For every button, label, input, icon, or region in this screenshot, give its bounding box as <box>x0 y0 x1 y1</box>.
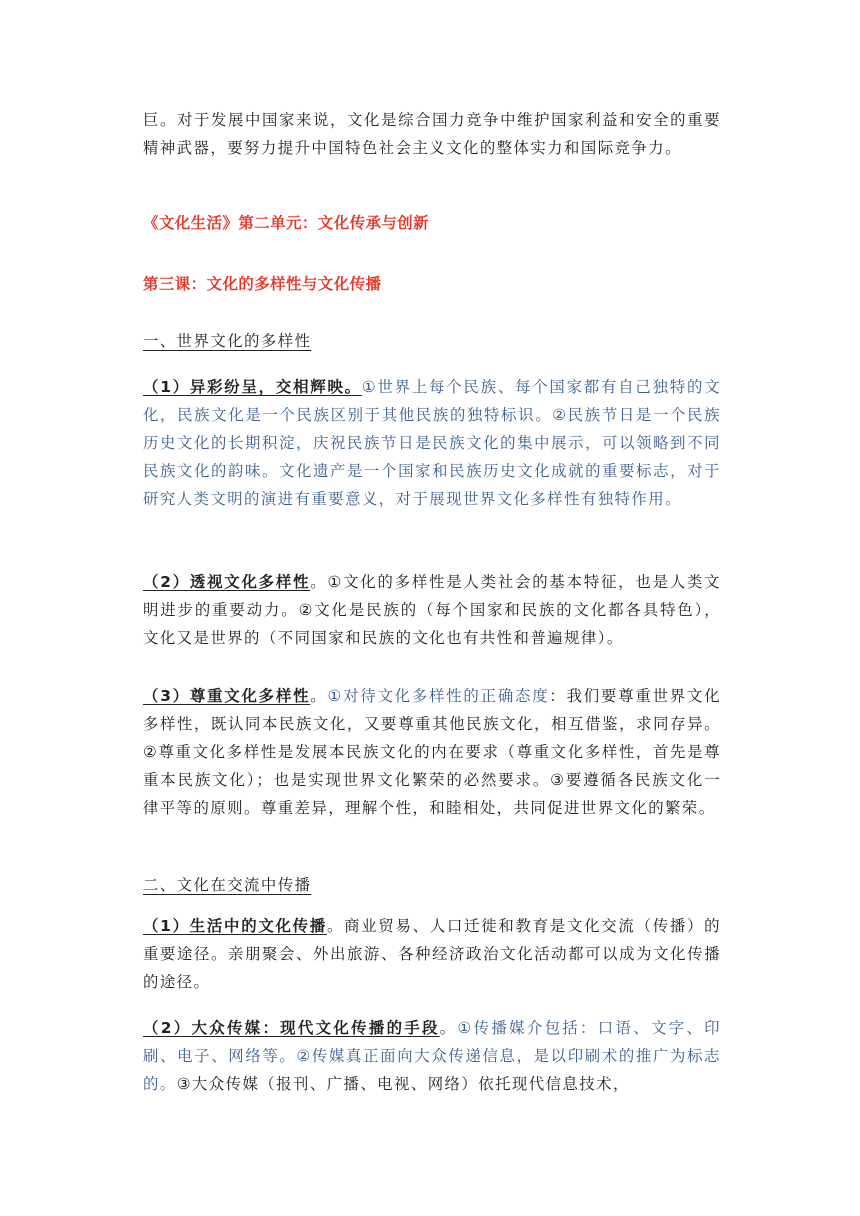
unit-title: 《文化生活》第二单元：文化传承与创新 <box>143 214 430 232</box>
paragraph-heading: （1）异彩纷呈，交相辉映。 <box>143 378 362 396</box>
paragraph-body: ①文化的多样性是人类社会的基本特征，也是人类文明进步的重要动力。②文化是民族的（每个国家和民族的文化都各具特色），文化又是世界的（不同国家和民族的文化也有共性和普遍规律）。 <box>143 573 721 647</box>
paragraph-body: ①世界上每个民族、每个国家都有自己独特的文化，民族文化是一个民族区别于其他民族的独特标识。②民族节日是一个民族历史文化的长期积淀，庆祝民族节日是民族文化的集中展示，可以领略到不同民族文化的韵味。文化遗产是一个国家和民族历史文化成就的重要标志，对于研究人类文明的演进有重要意义，对于展现世界文化多样性有独特作用。 <box>143 378 722 508</box>
section-2-paragraph-1 <box>143 912 721 996</box>
heading-period: 。 <box>439 1019 458 1037</box>
heading-period: 。 <box>326 917 345 935</box>
paragraph-heading: （2）透视文化多样性 <box>143 573 311 591</box>
paragraph-body: ③大众传媒（报刊、广播、电视、网络）依托现代信息技术， <box>176 1075 630 1093</box>
paragraph-highlight: ①传播媒介包括：口语、文字、印刷、电子、网络等。②传媒真正面向大众传递信息，是以印刷术的推广为标志的。 <box>143 1019 721 1093</box>
section-2-heading <box>143 873 721 895</box>
paragraph-heading: （2）大众传媒：现代文化传播的手段 <box>143 1019 440 1037</box>
paragraph-highlight: ①对待文化多样性的正确态度 <box>327 687 550 705</box>
section-1-paragraph-1 <box>143 373 721 513</box>
section-1-title: 一、世界文化的多样性 <box>143 332 312 350</box>
paragraph-body: 商业贸易、人口迁徙和教育是文化交流（传播）的重要途径。亲朋聚会、外出旅游、各种经济政治文化活动都可以成为文化传播的途径。 <box>143 917 722 991</box>
intro-text: 巨。对于发展中国家来说，文化是综合国力竞争中维护国家利益和安全的重要精神武器，要努力提升中国特色社会主义文化的整体实力和国际竞争力。 <box>143 111 721 157</box>
section-1-paragraph-2 <box>143 568 721 652</box>
paragraph-heading: （3）尊重文化多样性 <box>143 687 311 705</box>
lesson-heading <box>143 272 721 294</box>
paragraph-heading: （1）生活中的文化传播 <box>143 917 327 935</box>
heading-period: 。 <box>310 573 328 591</box>
paragraph-body: ：我们要尊重世界文化多样性，既认同本民族文化，又要尊重其他民族文化，相互借鉴，求同存异。②尊重文化多样性是发展本民族文化的内在要求（尊重文化多样性，首先是尊重本民族文化）；也是实现世界文化繁荣的必然要求。③要遵循各民族文化一律平等的原则。尊重差异，理解个性，和睦相处，共同促进世界文化的繁荣。 <box>143 687 721 817</box>
heading-period: 。 <box>310 687 328 705</box>
unit-heading <box>143 211 721 233</box>
lesson-title: 第三课：文化的多样性与文化传播 <box>143 275 382 293</box>
section-1-heading <box>143 329 721 351</box>
section-1-paragraph-3 <box>143 682 721 822</box>
section-2-title: 二、文化在交流中传播 <box>143 876 312 894</box>
section-2-paragraph-2 <box>143 1014 721 1098</box>
intro-paragraph <box>143 106 721 162</box>
